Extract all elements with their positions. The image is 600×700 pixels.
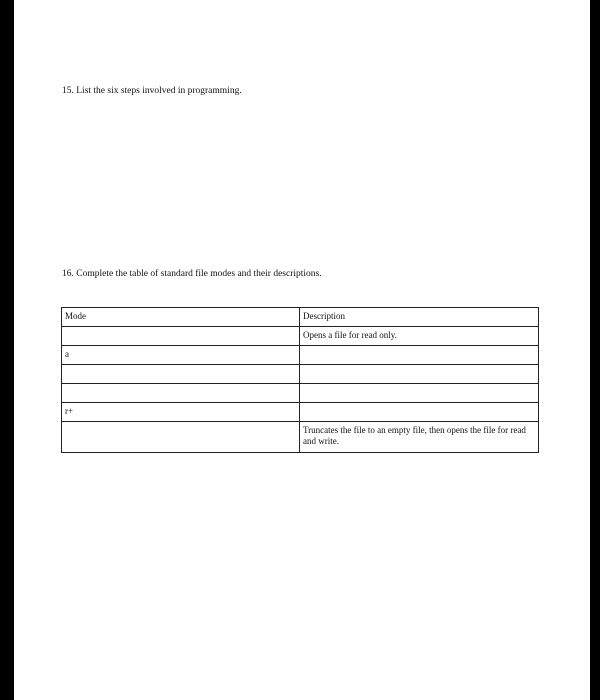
description-cell bbox=[300, 365, 539, 384]
table-header-row bbox=[62, 308, 539, 327]
file-modes-table bbox=[61, 307, 539, 453]
table-row bbox=[62, 384, 539, 403]
question-16: 16. Complete the table of standard file modes and their descriptions. bbox=[62, 269, 322, 279]
description-cell: Opens a file for read only. bbox=[300, 327, 539, 346]
mode-cell bbox=[62, 384, 300, 403]
table-row bbox=[62, 365, 539, 384]
document-page bbox=[14, 0, 590, 700]
mode-cell: r+ bbox=[62, 403, 300, 422]
description-cell bbox=[300, 346, 539, 365]
mode-cell bbox=[62, 422, 300, 453]
description-cell bbox=[300, 403, 539, 422]
table-row bbox=[62, 346, 539, 365]
table-row bbox=[62, 422, 539, 453]
mode-cell: a bbox=[62, 346, 300, 365]
mode-cell bbox=[62, 327, 300, 346]
description-cell: Truncates the file to an empty file, then opens the file for read and write. bbox=[300, 422, 539, 453]
table-row bbox=[62, 403, 539, 422]
description-cell bbox=[300, 384, 539, 403]
description-header: Description bbox=[300, 308, 539, 327]
question-15: 15. List the six steps involved in programming. bbox=[62, 86, 242, 96]
table-row bbox=[62, 327, 539, 346]
mode-header: Mode bbox=[62, 308, 300, 327]
mode-cell bbox=[62, 365, 300, 384]
